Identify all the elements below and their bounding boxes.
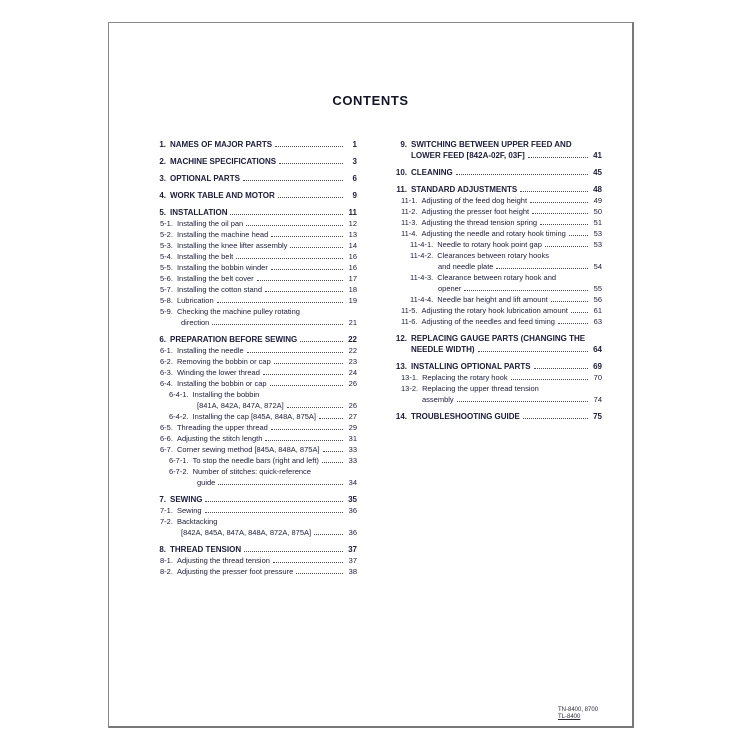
dot-leader: [457, 401, 588, 402]
toc-entry: [390, 361, 602, 372]
toc-entry-number: 5-1.: [160, 219, 173, 228]
toc-entry: [149, 505, 357, 516]
toc-entry: [390, 217, 602, 228]
toc-entry-label: Adjusting the needle and rotary hook timing: [421, 229, 566, 238]
toc-entry-label: Installing the knee lifter assembly: [176, 241, 288, 250]
toc-entry: [149, 190, 357, 201]
toc-entry-page: 49: [593, 196, 602, 205]
toc-entry-continuation: [149, 317, 357, 328]
toc-entry-page: 56: [593, 295, 602, 304]
dot-leader: [279, 163, 343, 164]
toc-entry: [390, 167, 602, 178]
toc-entry: [390, 195, 602, 206]
toc-entry-number: 5-3.: [160, 241, 173, 250]
toc-entry-continuation: [390, 261, 602, 272]
toc-entry-label: Adjusting of the feed dog height: [421, 196, 528, 205]
toc-entry-label: Threading the upper thread: [176, 423, 268, 432]
toc-entry-continuation: [390, 283, 602, 294]
dot-leader: [274, 363, 343, 364]
toc-entry-label: Adjusting the thread tension spring: [421, 218, 538, 227]
toc-entry-number: 1.: [159, 140, 166, 149]
toc-entry-number: 11-4-4.: [410, 295, 434, 304]
toc-entry-page: 6: [352, 174, 357, 183]
toc-entry-number: 6-7-1.: [169, 456, 189, 465]
toc-entry-number: 8-1.: [160, 556, 173, 565]
toc-entry-page: 34: [348, 478, 357, 487]
toc-entry-page: 63: [593, 317, 602, 326]
toc-entry: [149, 334, 357, 345]
toc-entry-number: 3.: [159, 174, 166, 183]
toc-entry-number: 2.: [159, 157, 166, 166]
toc-entry-label2: LOWER FEED [842A-02F, 03F]: [411, 151, 525, 160]
toc-entry-page: 19: [348, 296, 357, 305]
toc-entry: [390, 316, 602, 327]
toc-entry: [149, 295, 357, 306]
toc-entry-page: 70: [593, 373, 602, 382]
toc-entry: [149, 173, 357, 184]
toc-entry-label: Removing the bobbin or cap: [176, 357, 271, 366]
toc-entry-number: 6-2.: [160, 357, 173, 366]
toc-entry-label: Adjusting the presser foot height: [421, 207, 530, 216]
dot-leader: [540, 224, 588, 225]
toc-entry-page: 26: [348, 401, 357, 410]
toc-entry-number: 11-4-1.: [410, 240, 434, 249]
toc-entry: [149, 251, 357, 262]
dot-leader: [257, 280, 343, 281]
dot-leader: [205, 501, 343, 502]
toc-entry-number: 5-8.: [160, 296, 173, 305]
toc-entry-page: 53: [593, 240, 602, 249]
toc-entry-page: 3: [352, 157, 357, 166]
toc-entry-label: Replacing the rotary hook: [422, 373, 508, 382]
toc-entry-continuation: [390, 394, 602, 405]
toc-entry: [149, 422, 357, 433]
dot-leader: [528, 157, 588, 158]
toc-entry-number: 5.: [159, 208, 166, 217]
dot-leader: [464, 290, 588, 291]
toc-entry-page: 35: [348, 495, 357, 504]
dot-leader: [275, 146, 343, 147]
toc-entry-page: 12: [348, 219, 357, 228]
dot-leader: [551, 301, 588, 302]
toc-entry-label: MACHINE SPECIFICATIONS: [170, 157, 277, 166]
toc-entry-label: STANDARD ADJUSTMENTS: [411, 185, 518, 194]
toc-entry-page: 55: [593, 284, 602, 293]
toc-entry: [149, 466, 357, 477]
dot-leader: [520, 191, 588, 192]
toc-entry-label2: NEEDLE WIDTH): [411, 345, 475, 354]
toc-entry: [149, 455, 357, 466]
toc-entry-label: PREPARATION BEFORE SEWING: [170, 335, 298, 344]
toc-entry: [149, 207, 357, 218]
manual-page: [108, 22, 634, 728]
toc-entry-page: 61: [593, 306, 602, 315]
dot-leader: [236, 258, 343, 259]
dot-leader: [558, 323, 588, 324]
toc-entry-page: 75: [593, 412, 602, 421]
toc-entry-number: 6-6.: [160, 434, 173, 443]
dot-leader: [319, 418, 343, 419]
toc-entry-page: 50: [593, 207, 602, 216]
toc-entry-number: 11-3.: [401, 218, 418, 227]
toc-entry-label2: opener: [438, 284, 462, 293]
toc-entry-page: 24: [348, 368, 357, 377]
toc-entry-number: 11-6.: [401, 317, 418, 326]
toc-entry-continuation: [149, 400, 357, 411]
toc-entry-label: Installing the belt cover: [176, 274, 254, 283]
toc-entry-number: 5-2.: [160, 230, 173, 239]
toc-entry-number: 6-7-2.: [169, 467, 189, 476]
toc-entry-page: 64: [593, 345, 602, 354]
toc-entry-label: REPLACING GAUGE PARTS (CHANGING THE: [411, 334, 586, 343]
dot-leader: [212, 324, 343, 325]
toc-entry-number: 13-1.: [401, 373, 419, 382]
dot-leader: [243, 180, 343, 181]
toc-entry-label2: [842A, 845A, 847A, 848A, 872A, 875A]: [181, 528, 312, 537]
dot-leader: [496, 268, 588, 269]
dot-leader: [244, 551, 343, 552]
toc-entry: [390, 272, 602, 283]
toc-entry-number: 12.: [395, 334, 407, 343]
toc-entry-page: 21: [348, 318, 357, 327]
toc-entry-number: 11-4-2.: [410, 251, 434, 260]
dot-leader: [571, 312, 588, 313]
toc-entry: [149, 555, 357, 566]
toc-entry-number: 6-1.: [160, 346, 173, 355]
toc-entry-label: INSTALLING OPTIONAL PARTS: [411, 362, 531, 371]
toc-entry-number: 6-4-1.: [169, 390, 189, 399]
dot-leader: [456, 174, 588, 175]
toc-entry-number: 6-5.: [160, 423, 173, 432]
toc-entry-page: 26: [348, 379, 357, 388]
toc-entry-number: 7-1.: [160, 506, 173, 515]
toc-entry-page: 14: [348, 241, 357, 250]
page-title: CONTENTS: [332, 93, 409, 108]
toc-entry: [149, 284, 357, 295]
toc-entry-page: 48: [593, 185, 602, 194]
toc-column-right: [390, 133, 602, 577]
toc-entry-number: 10.: [395, 168, 407, 177]
dot-leader: [511, 379, 588, 380]
toc-entry-label: Lubrication: [176, 296, 214, 305]
dot-leader: [323, 451, 343, 452]
dot-leader: [265, 291, 343, 292]
toc-entry-label: Installing the machine head: [176, 230, 269, 239]
toc-entry-label2: [841A, 842A, 847A, 872A]: [197, 401, 284, 410]
toc-entry: [149, 306, 357, 317]
toc-entry: [390, 184, 602, 195]
toc-entry-label: Adjusting of the needles and feed timing: [421, 317, 555, 326]
toc-entry-number: 14.: [395, 412, 407, 421]
toc-entry-label: THREAD TENSION: [170, 545, 242, 554]
dot-leader: [263, 374, 343, 375]
toc-entry-page: 18: [348, 285, 357, 294]
toc-entry-page: 22: [348, 335, 357, 344]
toc-entry-label: Installing the belt: [176, 252, 234, 261]
toc-entry-label: SWITCHING BETWEEN UPPER FEED AND: [411, 140, 572, 149]
toc-entry-label: Corner sewing method [845A, 848A, 875A]: [176, 445, 320, 454]
toc-entry-number: 8-2.: [160, 567, 173, 576]
toc-entry-label: Installing the cap [845A, 848A, 875A]: [192, 412, 317, 421]
toc: [149, 133, 602, 577]
toc-entry-number: 9.: [400, 140, 407, 149]
toc-entry-page: 41: [593, 151, 602, 160]
toc-entry: [390, 294, 602, 305]
toc-entry-label: OPTIONAL PARTS: [170, 174, 240, 183]
toc-entry-page: 36: [348, 528, 357, 537]
toc-entry-page: 33: [348, 456, 357, 465]
toc-column-left: [149, 133, 357, 577]
toc-entry-page: 13: [348, 230, 357, 239]
toc-entry-page: 38: [348, 567, 357, 576]
toc-entry-label: Installing the bobbin: [192, 390, 260, 399]
dot-leader: [478, 351, 588, 352]
toc-entry-number: 5-6.: [160, 274, 173, 283]
toc-entry-label: Needle bar height and lift amount: [437, 295, 548, 304]
toc-entry-number: 6.: [159, 335, 166, 344]
toc-entry-number: 5-5.: [160, 263, 173, 272]
dot-leader: [290, 247, 343, 248]
toc-entry: [149, 411, 357, 422]
dot-leader: [271, 429, 343, 430]
toc-entry-number: 5-4.: [160, 252, 173, 261]
toc-entry-number: 11-5.: [401, 306, 418, 315]
toc-entry-number: 6-4.: [160, 379, 173, 388]
toc-entry-page: 27: [348, 412, 357, 421]
toc-entry: [149, 433, 357, 444]
dot-leader: [523, 418, 588, 419]
toc-entry-number: 6-3.: [160, 368, 173, 377]
dot-leader: [322, 462, 343, 463]
toc-entry: [149, 494, 357, 505]
toc-entry: [149, 240, 357, 251]
toc-entry-label2: direction: [181, 318, 210, 327]
toc-entry-number: 13.: [395, 362, 407, 371]
dot-leader: [532, 213, 588, 214]
toc-entry-page: 29: [348, 423, 357, 432]
toc-entry-label: CLEANING: [411, 168, 453, 177]
dot-leader: [278, 197, 343, 198]
toc-entry-label: INSTALLATION: [170, 208, 228, 217]
toc-entry-page: 37: [348, 556, 357, 565]
toc-entry: [390, 206, 602, 217]
toc-entry-label: Installing the oil pan: [176, 219, 244, 228]
toc-entry-page: 11: [348, 208, 357, 217]
toc-entry-label2: assembly: [422, 395, 454, 404]
toc-entry-label: Needle to rotary hook point gap: [437, 240, 542, 249]
dot-leader: [545, 246, 588, 247]
dot-leader: [530, 202, 588, 203]
toc-entry-number: 8.: [159, 545, 166, 554]
toc-entry-number: 11-4.: [401, 229, 418, 238]
toc-entry-page: 53: [593, 229, 602, 238]
toc-entry-continuation: [390, 150, 602, 161]
dot-leader: [247, 352, 343, 353]
toc-entry-page: 22: [348, 346, 357, 355]
toc-entry-number: 5-9.: [160, 307, 173, 316]
dot-leader: [246, 225, 343, 226]
toc-entry-label: Installing the bobbin or cap: [176, 379, 267, 388]
toc-entry-number: 11-4-3.: [410, 273, 434, 282]
dot-leader: [569, 235, 588, 236]
toc-entry: [390, 333, 602, 344]
toc-entry: [149, 378, 357, 389]
toc-entry: [149, 139, 357, 150]
toc-entry-label: Adjusting the presser foot pressure: [176, 567, 294, 576]
toc-entry-page: 45: [593, 168, 602, 177]
dot-leader: [273, 562, 343, 563]
toc-entry-label: Number of stitches: quick-reference: [192, 467, 311, 476]
toc-entry-label: Adjusting the stitch length: [176, 434, 263, 443]
toc-entry-page: 16: [348, 263, 357, 272]
toc-entry: [149, 444, 357, 455]
toc-entry: [149, 389, 357, 400]
document-code: [558, 707, 598, 721]
dot-leader: [218, 484, 343, 485]
toc-entry: [149, 544, 357, 555]
toc-entry-label: Sewing: [176, 506, 202, 515]
toc-entry: [390, 411, 602, 422]
toc-entry-label: Installing the cotton stand: [176, 285, 262, 294]
toc-entry-page: 16: [348, 252, 357, 261]
dot-leader: [265, 440, 343, 441]
dot-leader: [287, 407, 343, 408]
toc-entry-label2: and needle plate: [438, 262, 494, 271]
toc-entry-number: 7.: [159, 495, 166, 504]
dot-leader: [205, 512, 343, 513]
toc-entry: [390, 250, 602, 261]
toc-entry-page: 31: [348, 434, 357, 443]
dot-leader: [271, 236, 343, 237]
toc-entry-continuation: [149, 477, 357, 488]
toc-entry-label: Clearances between rotary hooks: [437, 251, 549, 260]
toc-entry: [390, 305, 602, 316]
toc-entry-page: 37: [348, 545, 357, 554]
toc-entry-label: Adjusting the thread tension: [176, 556, 270, 565]
toc-entry-continuation: [149, 527, 357, 538]
toc-entry-number: 11-1.: [401, 196, 418, 205]
toc-entry-label2: guide: [197, 478, 216, 487]
toc-entry-number: 11.: [396, 185, 407, 194]
toc-entry-label: To stop the needle bars (right and left): [192, 456, 319, 465]
toc-entry-number: 6-4-2.: [169, 412, 189, 421]
toc-entry-label: Backtacking: [176, 517, 218, 526]
dot-leader: [314, 534, 343, 535]
toc-entry-number: 5-7.: [160, 285, 173, 294]
toc-entry-label: Installing the bobbin winder: [176, 263, 268, 272]
toc-entry-label: Clearance between rotary hook and: [437, 273, 557, 282]
toc-entry-number: 6-7.: [160, 445, 173, 454]
toc-entry-label: Adjusting the rotary hook lubrication amount: [421, 306, 568, 315]
toc-entry-page: 17: [348, 274, 357, 283]
dot-leader: [296, 573, 343, 574]
toc-entry: [390, 372, 602, 383]
toc-entry-number: 7-2.: [160, 517, 173, 526]
toc-entry-page: 36: [348, 506, 357, 515]
toc-entry-label: SEWING: [170, 495, 203, 504]
toc-entry-label: WORK TABLE AND MOTOR: [170, 191, 275, 200]
document-code-line1: TN-8400, 8700: [558, 707, 599, 713]
toc-entry-label: Winding the lower thread: [176, 368, 260, 377]
toc-entry-continuation: [390, 344, 602, 355]
toc-entry: [149, 516, 357, 527]
toc-entry-page: 23: [348, 357, 357, 366]
toc-entry-page: 9: [352, 191, 357, 200]
toc-entry-label: NAMES OF MAJOR PARTS: [170, 140, 273, 149]
toc-entry-label: Checking the machine pulley rotating: [176, 307, 300, 316]
dot-leader: [270, 385, 343, 386]
toc-entry: [390, 239, 602, 250]
toc-entry-number: 4.: [159, 191, 166, 200]
toc-entry-page: 74: [593, 395, 602, 404]
toc-entry: [149, 218, 357, 229]
dot-leader: [271, 269, 343, 270]
document-code-line2: TL-8400: [558, 714, 581, 720]
toc-entry-number: 13-2.: [401, 384, 419, 393]
dot-leader: [217, 302, 343, 303]
toc-entry: [149, 566, 357, 577]
toc-entry: [390, 139, 602, 150]
toc-entry: [149, 367, 357, 378]
toc-entry-page: 33: [348, 445, 357, 454]
toc-entry-page: 51: [593, 218, 602, 227]
dot-leader: [534, 368, 588, 369]
toc-entry: [390, 228, 602, 239]
toc-entry-number: 11-2.: [401, 207, 418, 216]
toc-entry: [149, 156, 357, 167]
toc-entry-label: Replacing the upper thread tension: [422, 384, 539, 393]
toc-entry: [149, 229, 357, 240]
toc-entry-page: 1: [352, 140, 357, 149]
toc-entry: [390, 383, 602, 394]
toc-entry-label: Installing the needle: [176, 346, 244, 355]
toc-entry-page: 54: [593, 262, 602, 271]
toc-entry: [149, 345, 357, 356]
dot-leader: [230, 214, 343, 215]
dot-leader: [300, 341, 343, 342]
toc-entry-label: TROUBLESHOOTING GUIDE: [411, 412, 520, 421]
toc-entry-page: 69: [593, 362, 602, 371]
toc-entry: [149, 262, 357, 273]
toc-entry: [149, 273, 357, 284]
toc-entry: [149, 356, 357, 367]
